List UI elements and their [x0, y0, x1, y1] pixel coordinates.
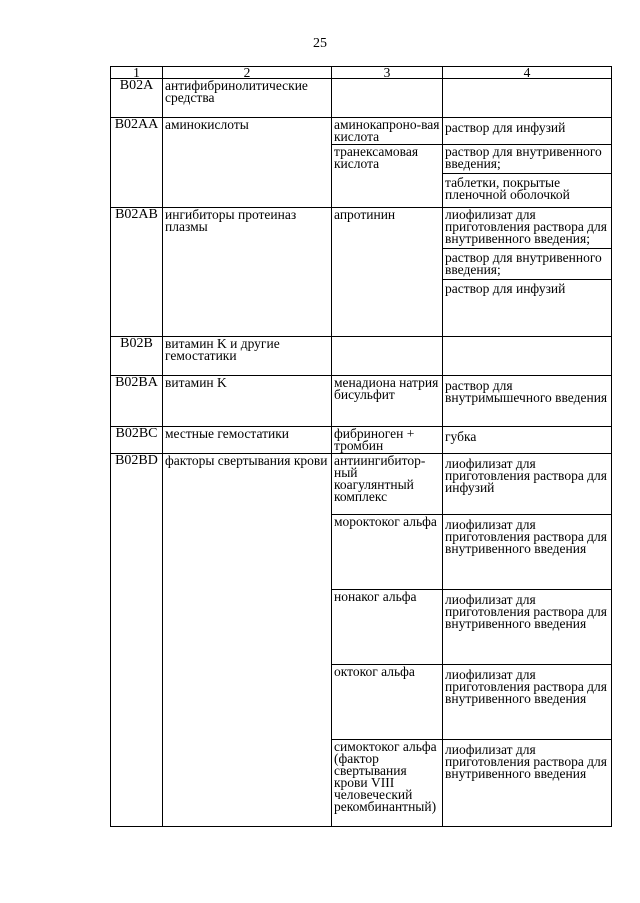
dosage-form: раствор для внутривенного введения; — [443, 146, 611, 174]
table-row — [111, 337, 612, 376]
dosage-form-cell — [443, 454, 612, 515]
group-name-cell: витамин K и другие гемостатики — [163, 337, 332, 376]
dosage-form-cell — [443, 118, 612, 145]
dosage-form-cell — [443, 665, 612, 740]
column-header: 3 — [332, 67, 443, 79]
group-name-cell: местные гемостатики — [163, 427, 332, 454]
page-number: 25 — [313, 36, 327, 51]
atc-code-cell: B02BD — [111, 454, 163, 827]
table-header-row — [111, 67, 612, 79]
drug-name-cell: октоког альфа — [332, 665, 443, 740]
drug-name-cell — [332, 79, 443, 118]
dosage-form-cell — [443, 208, 612, 337]
dosage-form: лиофилизат для приготовления раствора для внутривенного введения — [445, 742, 607, 781]
dosage-form: лиофилизат для приготовления раствора для внутривенного введения — [445, 592, 607, 631]
drug-name-cell: апротинин — [332, 208, 443, 337]
column-header: 1 — [111, 67, 163, 79]
dosage-form-cell — [443, 145, 612, 208]
table-row — [111, 376, 612, 427]
table-row — [111, 427, 612, 454]
atc-code-cell: B02AB — [111, 208, 163, 337]
dosage-form: лиофилизат для приготовления раствора для внутривенного введения; — [443, 209, 611, 249]
drug-name-cell — [332, 337, 443, 376]
dosage-form-cell — [443, 515, 612, 590]
atc-code-cell: B02A — [111, 79, 163, 118]
table-body — [111, 79, 612, 827]
group-name-cell: аминокислоты — [163, 118, 332, 208]
group-name-cell: ингибиторы протеиназ плазмы — [163, 208, 332, 337]
dosage-form: лиофилизат для приготовления раствора для внутривенного введения — [445, 517, 607, 556]
dosage-form: раствор для инфузий — [445, 281, 566, 296]
dosage-form: лиофилизат для приготовления раствора для внутривенного введения — [445, 667, 607, 706]
dosage-form-cell — [443, 337, 612, 376]
medication-table — [110, 66, 612, 827]
column-header: 4 — [443, 67, 612, 79]
dosage-form: раствор для инфузий — [445, 120, 566, 135]
dosage-form: лиофилизат для приготовления раствора для инфузий — [445, 456, 607, 495]
drug-name-cell: симоктоког альфа (фактор свертывания крови VIII человеческий рекомбинантный) — [332, 740, 443, 827]
dosage-form-cell — [443, 590, 612, 665]
drug-name-cell: транексамовая кислота — [332, 145, 443, 208]
atc-code-cell: B02BC — [111, 427, 163, 454]
group-name-cell: факторы свертывания крови — [163, 454, 332, 827]
dosage-form: раствор для внутримышечного введения — [445, 378, 608, 405]
dosage-form: таблетки, покрытые пленочной оболочкой — [445, 175, 570, 202]
table-row — [111, 118, 612, 145]
dosage-form: губка — [445, 429, 477, 444]
dosage-form-cell — [443, 427, 612, 454]
drug-name-cell: антиингибитор-ный коагулянтный комплекс — [332, 454, 443, 515]
column-header: 2 — [163, 67, 332, 79]
table-row — [111, 454, 612, 515]
drug-name-cell: менадиона натрия бисульфит — [332, 376, 443, 427]
dosage-form-cell — [443, 376, 612, 427]
table-row — [111, 79, 612, 118]
atc-code-cell: B02BA — [111, 376, 163, 427]
drug-name-cell: аминокапроно-вая кислота — [332, 118, 443, 145]
drug-name-cell: фибриноген + тромбин — [332, 427, 443, 454]
table-row — [111, 208, 612, 337]
drug-name-cell: мороктоког альфа — [332, 515, 443, 590]
group-name-cell: антифибринолитические средства — [163, 79, 332, 118]
dosage-form-cell — [443, 740, 612, 827]
dosage-form-cell — [443, 79, 612, 118]
atc-code-cell: B02AA — [111, 118, 163, 208]
atc-code-cell: B02B — [111, 337, 163, 376]
dosage-form: раствор для внутривенного введения; — [443, 249, 611, 280]
group-name-cell: витамин K — [163, 376, 332, 427]
drug-name-cell: нонаког альфа — [332, 590, 443, 665]
